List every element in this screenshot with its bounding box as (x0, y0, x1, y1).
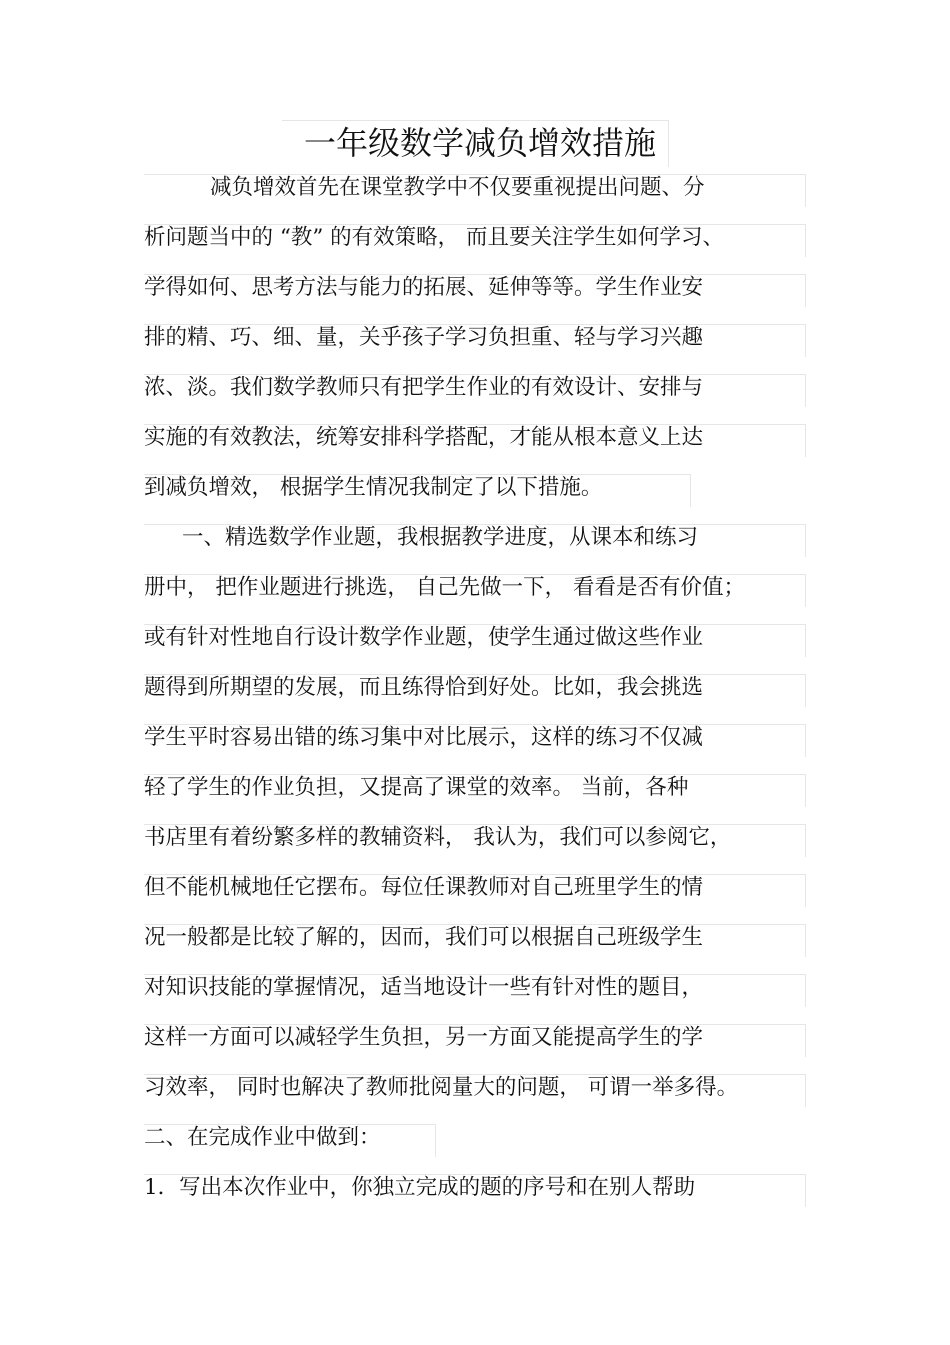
paragraph-line: 浓、淡。我们数学教师只有把学生作业的有效设计、安排与 (144, 375, 704, 400)
paragraph-line: 况一般都是比较了解的，因而，我们可以根据自己班级学生 (144, 925, 704, 950)
paragraph-line: 轻了学生的作业负担，又提高了课堂的效率。 当前，各种 (144, 775, 689, 800)
paragraph-line: 学生平时容易出错的练习集中对比展示，这样的练习不仅减 (144, 725, 704, 750)
paragraph-line: 册中， 把作业题进行挑选， 自己先做一下， 看看是否有价值； (144, 575, 746, 600)
paragraph-line: 对知识技能的掌握情况，适当地设计一些有针对性的题目， (144, 975, 704, 1000)
paragraph-line: 但不能机械地任它摆布。每位任课教师对自己班里学生的情 (144, 875, 704, 900)
paragraph-line: 书店里有着纷繁多样的教辅资料， 我认为，我们可以参阅它， (144, 825, 732, 850)
paragraph-line: 1．写出本次作业中，你独立完成的题的序号和在别人帮助 (144, 1175, 696, 1200)
paragraph-line: 二、在完成作业中做到： (144, 1125, 381, 1150)
paragraph-line: 实施的有效教法，统筹安排科学搭配，才能从根本意义上达 (144, 425, 704, 450)
paragraph-line: 习效率， 同时也解决了教师批阅量大的问题， 可谓一举多得。 (144, 1075, 739, 1100)
paragraph-line: 这样一方面可以减轻学生负担，另一方面又能提高学生的学 (144, 1025, 704, 1050)
document-title: 一年级数学减负增效措施 (303, 124, 656, 162)
paragraph-line: 到减负增效， 根据学生情况我制定了以下措施。 (144, 475, 603, 500)
paragraph-line: 排的精、巧、细、量，关乎孩子学习负担重、轻与学习兴趣 (144, 325, 704, 350)
paragraph-line: 学得如何、思考方法与能力的拓展、延伸等等。学生作业安 (144, 275, 704, 300)
paragraph-line: 或有针对性地自行设计数学作业题，使学生通过做这些作业 (144, 625, 704, 650)
paragraph-line: 减负增效首先在课堂教学中不仅要重视提出问题、分 (210, 175, 705, 200)
paragraph-line: 题得到所期望的发展，而且练得恰到好处。比如，我会挑选 (144, 675, 704, 700)
paragraph-line: 一、精选数学作业题，我根据教学进度，从课本和练习 (182, 525, 699, 550)
paragraph-line: 析问题当中的 “教” 的有效策略， 而且要关注学生如何学习、 (144, 225, 724, 250)
